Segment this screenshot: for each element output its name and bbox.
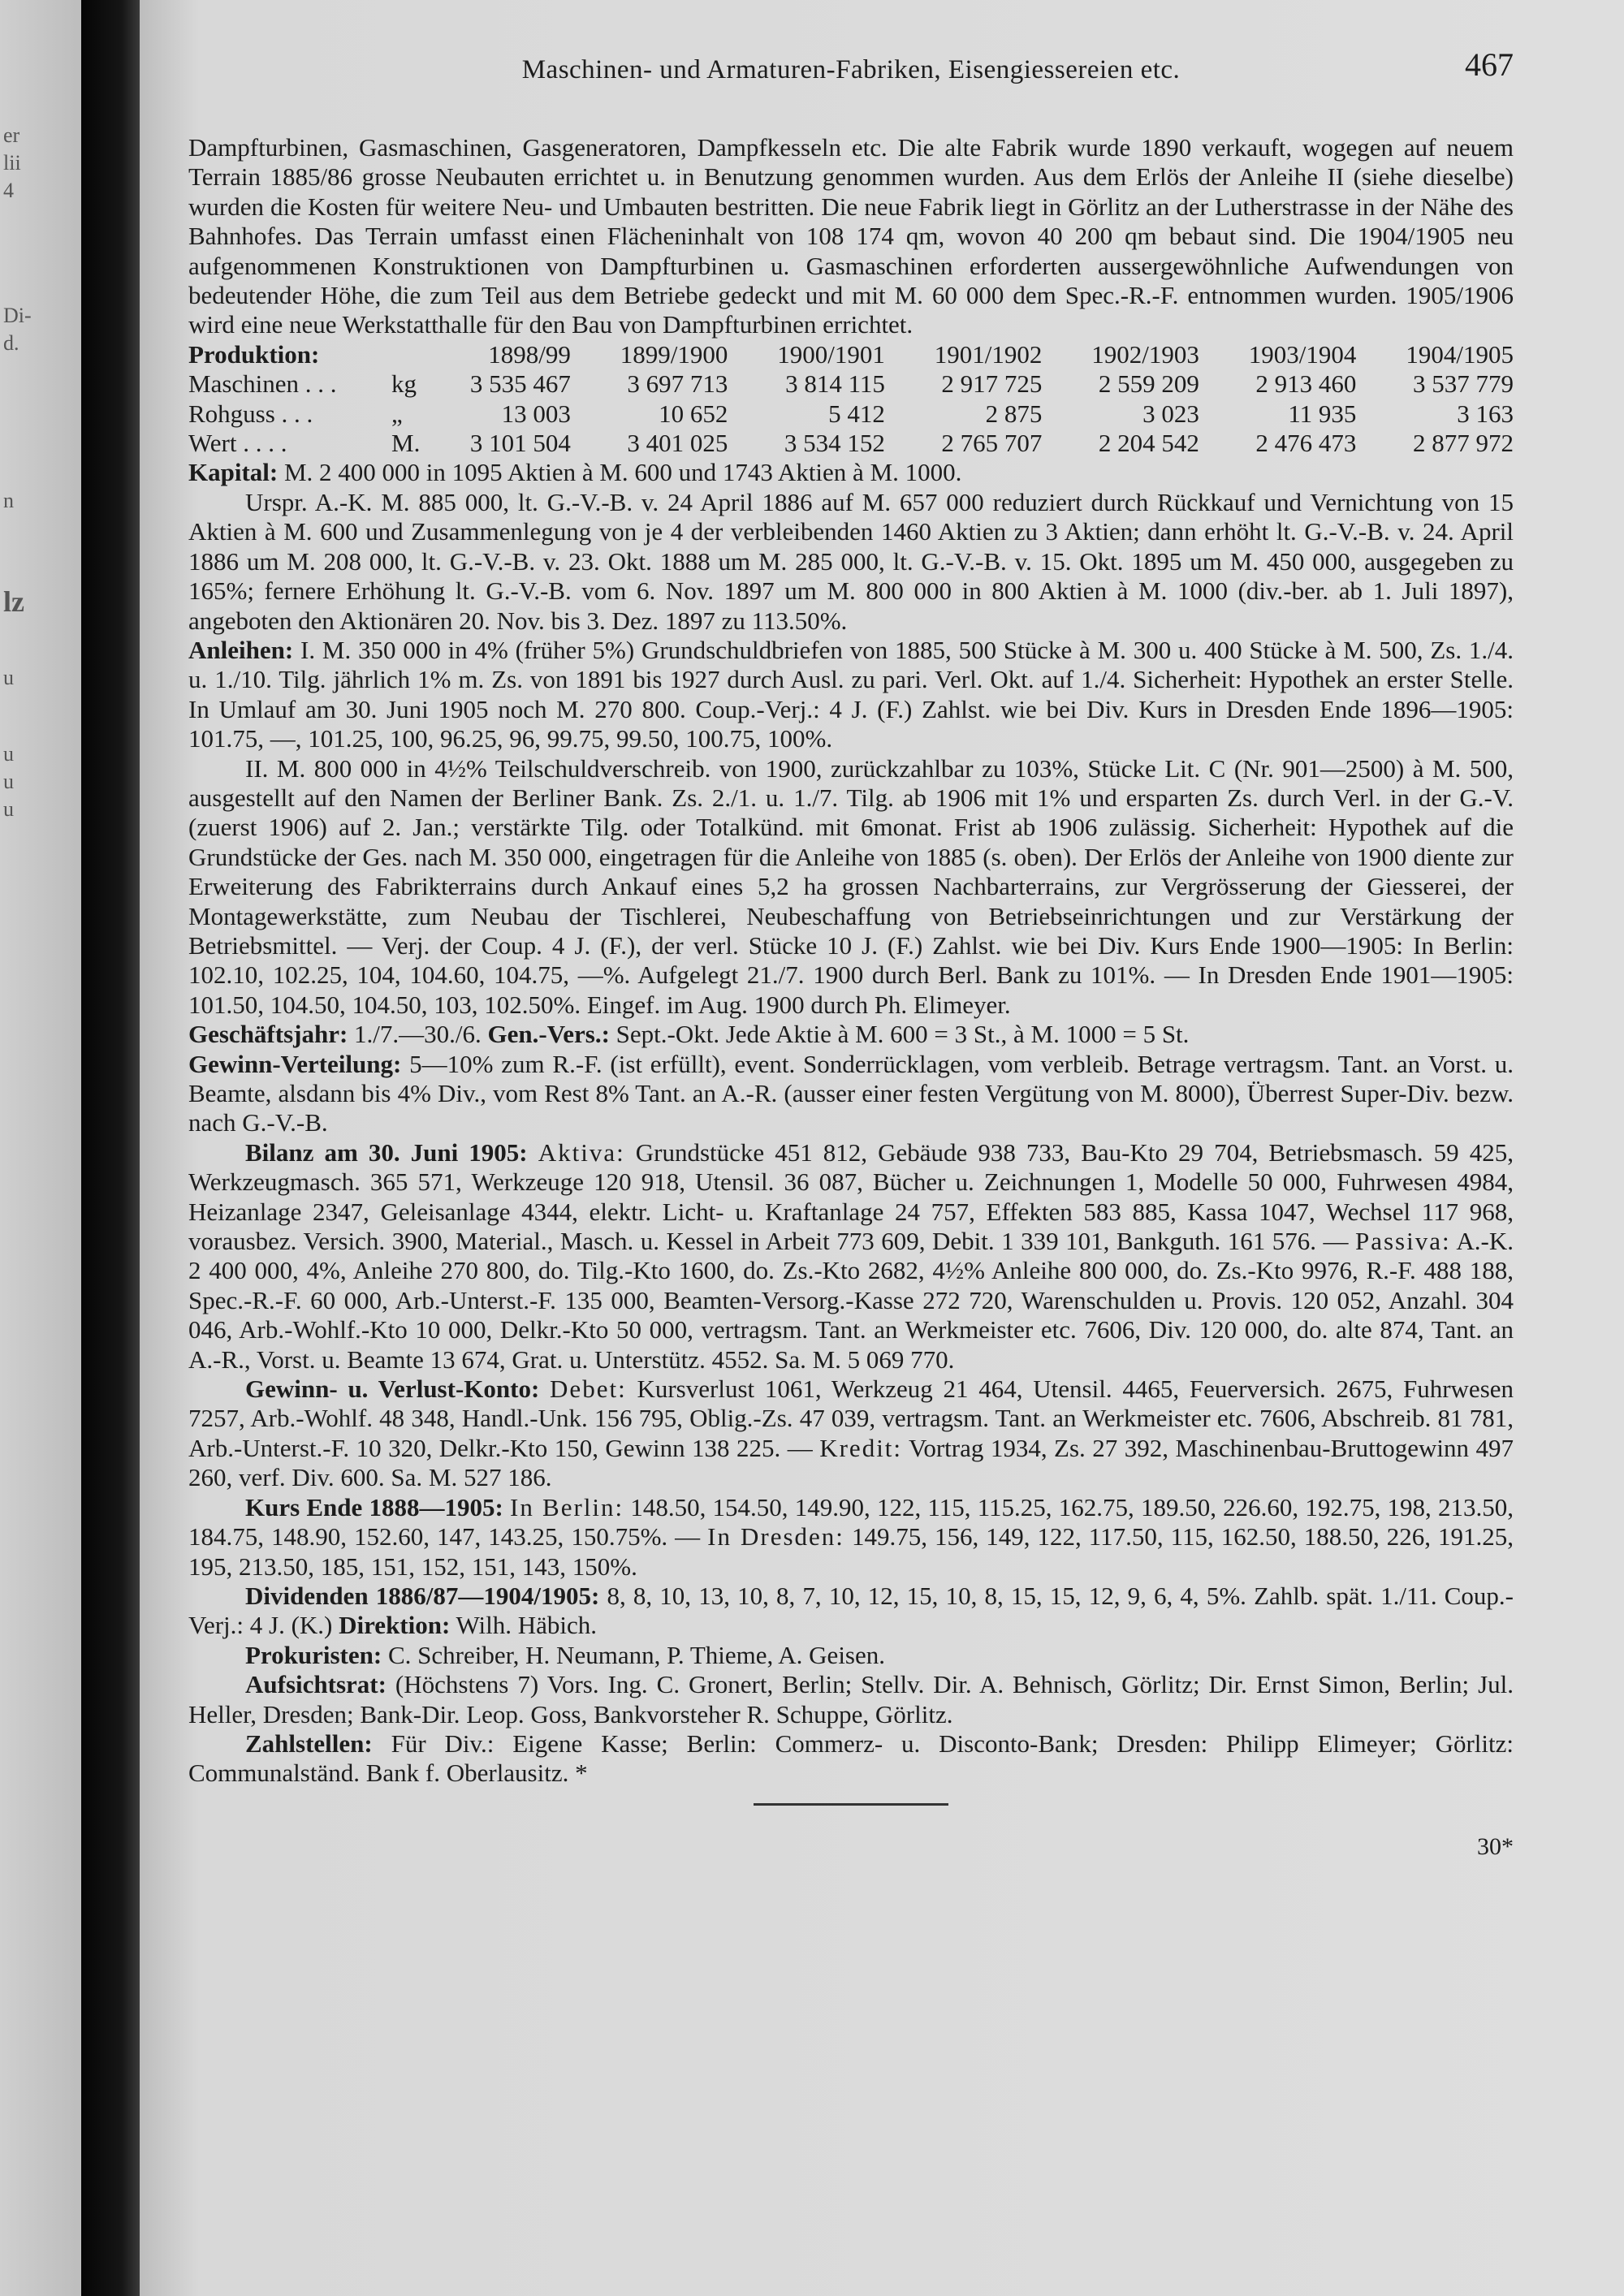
row-label: Maschinen . . . [188, 369, 337, 399]
prokuristen-label: Prokuristen: [245, 1640, 382, 1669]
gewinn-verlust-label: Gewinn- u. Verlust-Konto: [245, 1375, 540, 1404]
margin-fragment: lz [3, 585, 24, 618]
kapital-paragraph [188, 458, 1514, 487]
table-cell: 3 163 [1457, 399, 1514, 428]
kurs-dresden-label: In Dresden: [707, 1522, 844, 1552]
margin-fragment: lii [3, 151, 21, 175]
aufsichtsrat-label: Aufsichtsrat: [245, 1670, 387, 1699]
table-cell: 2 204 542 [1098, 429, 1199, 458]
table-cell: 2 917 725 [941, 369, 1043, 399]
margin-fragment: u [3, 770, 14, 793]
production-header-row [188, 340, 1514, 369]
kurs-label: Kurs Ende 1888—1905: [245, 1492, 503, 1521]
table-cell: 11 935 [1288, 399, 1357, 428]
dividenden-text: 8, 8, 10, 13, 10, 8, 7, 10, 12, 15, 10, 8, 15, 15, 12, 9, 6, 4, 5%. Zahlb. spät. 1./11. Coup.-Verj.: 4 J. (K.) [188, 1581, 1514, 1640]
kapital-text: M. 2 400 000 in 1095 Aktien à M. 600 und 1743 Aktien à M. 1000. [283, 458, 962, 487]
margin-fragment: 4 [3, 179, 14, 202]
bilanz-paragraph [188, 1138, 1514, 1375]
table-cell: 2 559 209 [1098, 369, 1199, 399]
prokuristen-paragraph [188, 1641, 1514, 1670]
aufsichtsrat-text: (Höchstens 7) Vors. Ing. C. Gronert, Berlin; Stellv. Dir. A. Behnisch, Görlitz; Dir. Ernst Simon, Berlin; Jul. Heller, Dresden; Bank-Dir. Leop. Goss, Bankvorsteher R. Schuppe, Görlitz. [188, 1670, 1514, 1728]
table-cell: 2 476 473 [1255, 429, 1357, 458]
year-header: 1898/99 [488, 339, 571, 369]
dividenden-paragraph [188, 1582, 1514, 1641]
aktiva-label: Aktiva: [538, 1137, 625, 1167]
production-table [188, 340, 1514, 459]
table-cell: 3 697 713 [627, 369, 728, 399]
margin-fragment: u [3, 666, 14, 689]
bilanz-label: Bilanz am 30. Juni 1905: [245, 1137, 528, 1167]
anleihen-text-i: I. M. 350 000 in 4% (früher 5%) Grundschuldbriefen von 1885, 500 Stücke à M. 300 u. 400 Stücke à M. 500, Zs. 1./4. u. 1./10. Tilg. jährlich 1% m. Zs. von 1891 bis 1927 durch Ausl. zu pari. Verl. Okt. auf 1./4. Sicherheit: Hypothek an erster Stelle. In Umlauf am 30. Juni 1905 noch M. 270 800. Coup.-Verj.: 4 J. (F.) Zahlst. wie bei Div. Kurs in Dresden Ende 1896—1905: 101.75, —, 101.25, 100, 96.25, 96, 99.75, 99.50, 100.75, 100%. [188, 635, 1514, 753]
kredit-label: Kredit: [819, 1433, 903, 1462]
production-label: Produktion: [188, 339, 320, 369]
margin-fragment: er [3, 123, 20, 147]
table-cell: 3 401 025 [627, 429, 728, 458]
table-cell: 10 652 [659, 399, 728, 428]
zahlstellen-paragraph [188, 1729, 1514, 1789]
year-header: 1901/1902 [934, 339, 1043, 369]
anleihen-label: Anleihen: [188, 635, 294, 664]
prokuristen-text: C. Schreiber, H. Neumann, P. Thieme, A. Geisen. [387, 1640, 886, 1669]
row-unit: kg [391, 369, 417, 399]
table-row [188, 369, 1514, 399]
page-number: 467 [1465, 46, 1514, 83]
table-cell: 2 765 707 [941, 429, 1043, 458]
debet-text: Kursverlust 1061, Werkzeug 21 464, Utensil. 4465, Feuerversich. 2675, Fuhrwesen 7257, Arb.-Wohlf. 48 348, Handl.-Unk. 156 795, Oblig.-Zs. 47 039, vertragsm. Tant. an Werkmeister etc. 7606, Abschreib. 81 781, Arb.-Unterst.-F. 10 320, Delkr.-Kto 150, Gewinn 138 225. — [188, 1375, 1514, 1462]
left-margin-fragments [3, 122, 52, 823]
direktion-text: Wilh. Häbich. [456, 1611, 598, 1640]
margin-fragment: u [3, 742, 14, 766]
table-cell: 2 875 [985, 399, 1043, 428]
debet-label: Debet: [550, 1375, 627, 1404]
gen-vers-text: Sept.-Okt. Jede Aktie à M. 600 = 3 St., à M. 1000 = 5 St. [615, 1020, 1190, 1049]
margin-fragment: d. [3, 331, 19, 355]
footer-rule [754, 1803, 948, 1806]
row-unit: „ [391, 399, 403, 428]
gewinn-verteilung-paragraph [188, 1050, 1514, 1138]
dividenden-label: Dividenden 1886/87—1904/1905: [245, 1581, 600, 1610]
running-head [188, 46, 1514, 97]
aktiva-text: Grundstücke 451 812, Gebäude 938 733, Bau-Kto 29 704, Betriebsmasch. 59 425, Werkzeugmasch. 365 571, Werkzeuge 120 918, Utensil. 36 087, Bücher u. Zeichnungen 1, Modelle 50 000, Fuhrwesen 4984, Heizanlage 2347, Geleisanlage 4344, elektr. Licht- u. Kraftanlage 24 757, Effekten 583 885, Kassa 1047, Wechsel 117 968, vorausbez. Versich. 3900, Material., Masch. u. Kessel in Arbeit 773 609, Debit. 1 339 101, Bankguth. 161 576. — [188, 1137, 1514, 1256]
signature-mark: 30* [1477, 1833, 1514, 1861]
geschaeftsjahr-label: Geschäftsjahr: [188, 1020, 348, 1049]
year-header: 1902/1903 [1091, 339, 1199, 369]
kurs-paragraph [188, 1493, 1514, 1582]
zahlstellen-label: Zahlstellen: [245, 1728, 373, 1758]
table-cell: 2 877 972 [1413, 429, 1514, 458]
zahlstellen-text: Für Div.: Eigene Kasse; Berlin: Commerz- u. Disconto-Bank; Dresden: Philipp Elimeyer; Görlitz: Communalständ. Bank f. Oberlausitz. * [188, 1728, 1514, 1788]
gewinn-verlust-paragraph [188, 1375, 1514, 1493]
kurs-berlin-text: 148.50, 154.50, 149.90, 122, 115, 115.25, 162.75, 189.50, 226.60, 192.75, 198, 213.50, 184.75, 148.90, 152.60, 147, 143.25, 150.75%. — [188, 1492, 1514, 1552]
aufsichtsrat-paragraph [188, 1670, 1514, 1729]
table-cell: 3 537 779 [1413, 369, 1514, 399]
book-binding-gutter [81, 0, 140, 2296]
table-cell: 3 101 504 [469, 429, 571, 458]
table-cell: 3 023 [1142, 399, 1199, 428]
year-header: 1904/1905 [1406, 339, 1514, 369]
anleihen-paragraph [188, 636, 1514, 754]
margin-fragment: u [3, 797, 14, 821]
year-header: 1900/1901 [777, 339, 885, 369]
geschaeftsjahr-text: 1./7.—30./6. [354, 1020, 482, 1049]
table-row [188, 399, 1514, 429]
kurs-dresden-text: 149.75, 156, 149, 122, 117.50, 115, 162.50, 188.50, 226, 191.25, 195, 213.50, 185, 151, 152, 151, 143, 150%. [188, 1522, 1514, 1581]
margin-fragment: Di- [3, 304, 32, 327]
anleihen-text-ii: II. M. 800 000 in 4½% Teilschuldverschreib. von 1900, zurückzahlbar zu 103%, Stücke Lit. C (Nr. 901—2500) à M. 500, ausgestellt auf den Namen der Berliner Bank. Zs. 2./1. u. 1./7. Tilg. ab 1906 mit 1% und ersparten Zs. durch Verl. in der G.-V. (zuerst 1906) auf 2. Jan.; verstärkte Tilg. oder Totalkünd. mit 6monat. Frist ab 1906 zulässig. Sicherheit: Hypothek auf die Grundstücke der Ges. nach M. 350 000, eingetragen für die Anleihe von 1885 (s. oben). Der Erlös der Anleihe von 1900 diente zur Erweiterung des Fabrikterrains durch Ankauf eines 5,2 ha grossen Nachbarterrains, zur Vergrösserung der Giesserei, der Montagewerkstätte, zum Neubau der Tischlerei, Neubeschaffung von Betriebseinrichtungen und zur Verstärkung der Betriebsmittel. — Verj. der Coup. 4 J. (F.), der verl. Stücke 10 J. (F.) Zahlst. wie bei Div. Kurs Ende 1900—1905: In Berlin: 102.10, 102.25, 104, 104.60, 104.75, —%. Aufgelegt 21./7. 1900 durch Berl. Bank zu 101%. — In Dresden Ende 1901—1905: 101.50, 104.50, 104.50, 103, 102.50%. Eingef. im Aug. 1900 durch Ph. Elimeyer. [188, 753, 1514, 1019]
running-title: Maschinen- und Armaturen-Fabriken, Eisengiessereien etc. [521, 55, 1181, 84]
kapital-history: Urspr. A.-K. M. 885 000, lt. G.-V.-B. v. 24 April 1886 auf M. 657 000 reduziert durch Rückkauf und Vernichtung von 15 Aktien à M. 600 und Zusammenlegung von je 4 der verbleibenden 1460 Aktien zu 3 Aktien; dann erhöht lt. G.-V.-B. v. 24. April 1886 um M. 208 000, lt. G.-V.-B. v. 23. Okt. 1888 um M. 285 000, lt. G.-V.-B. v. 15. Okt. 1895 um M. 450 000, ausgegeben zu 165%; fernere Erhöhung lt. G.-V.-B. vom 6. Nov. 1897 um M. 800 000 in 800 Aktien à M. 1000 (div.-ber. ab 1. Juli 1897), angeboten den Aktionären 20. Nov. bis 3. Dez. 1897 zu 113.50%. [188, 487, 1514, 635]
table-cell: 3 534 152 [784, 429, 885, 458]
company-description: Dampfturbinen, Gasmaschinen, Gasgeneratoren, Dampfkesseln etc. Die alte Fabrik wurde 1890 verkauft, wogegen auf neuem Terrain 1885/86 grosse Neubauten errichtet u. in Benutzung genommen wurden. Aus dem Erlös der Anleihe II (siehe dieselbe) wurden die Kosten für weitere Neu- und Umbauten bestritten. Die neue Fabrik liegt in Görlitz an der Lutherstrasse in der Nähe des Bahnhofes. Das Terrain umfasst einen Flächeninhalt von 108 174 qm, wovon 40 200 qm bebaut sind. Die 1904/1905 neu aufgenommenen Konstruktionen von Dampfturbinen u. Gasmaschinen erforderten aussergewöhnliche Aufwendungen von bedeutender Höhe, die zum Teil aus dem Betriebe gedeckt und mit M. 60 000 dem Spec.-R.-F. entnommen wurden. 1905/1906 wird eine neue Werkstatthalle für den Bau von Dampfturbinen errichtet. [188, 133, 1514, 339]
kapital-label: Kapital: [188, 458, 279, 487]
table-cell: 2 913 460 [1255, 369, 1357, 399]
table-cell: 3 814 115 [785, 369, 885, 399]
passiva-text: A.-K. 2 400 000, 4%, Anleihe 270 800, do. Tilg.-Kto 1600, do. Zs.-Kto 2682, 4½% Anleihe 800 000, do. Zs.-Kto 9976, R.-F. 488 188, Spec.-R.-F. 60 000, Arb.-Unterst.-F. 135 000, Beamten-Versorg.-Kasse 272 720, Warenschulden u. Provis. 120 052, Anzahl. 304 046, Arb.-Wohlf.-Kto 10 000, Delkr.-Kto 50 000, vertragsm. Tant. an Werkmeister etc. 7606, Div. 120 000, do. alte 874, Tant. an A.-R., Vorst. u. Beamte 13 674, Grat. u. Unterstütz. 4552. Sa. M. 5 069 770. [188, 1227, 1514, 1374]
row-label: Rohguss . . . [188, 399, 313, 428]
margin-fragment: n [3, 489, 14, 512]
table-cell: 3 535 467 [469, 369, 571, 399]
row-unit: M. [391, 429, 421, 458]
passiva-label: Passiva: [1354, 1227, 1451, 1256]
year-header: 1899/1900 [620, 339, 728, 369]
table-cell: 13 003 [501, 399, 571, 428]
gen-vers-label: Gen.-Vers.: [487, 1020, 610, 1049]
page-content [188, 46, 1514, 1861]
table-row [188, 429, 1514, 458]
direktion-label: Direktion: [339, 1611, 451, 1640]
kredit-text: Vortrag 1934, Zs. 27 392, Maschinenbau-Bruttogewinn 497 260, verf. Div. 600. Sa. M. 527 186. [188, 1433, 1514, 1492]
table-cell: 5 412 [828, 399, 885, 428]
gewinn-verteilung-text: 5—10% zum R.-F. (ist erfüllt), event. Sonderrücklagen, vom verbleib. Betrage vertragsm. Tant. an Vorst. u. Beamte, alsdann bis 4% Div., vom Rest 8% Tant. an A.-R. (ausser einer festen Vergütung von M. 8000), Überrest Super-Div. bezw. nach G.-V.-B. [188, 1049, 1514, 1137]
kurs-berlin-label: In Berlin: [510, 1492, 624, 1521]
geschaeftsjahr-paragraph [188, 1020, 1514, 1049]
row-label: Wert . . . . [188, 429, 287, 458]
year-header: 1903/1904 [1248, 339, 1357, 369]
gewinn-verteilung-label: Gewinn-Verteilung: [188, 1049, 402, 1078]
